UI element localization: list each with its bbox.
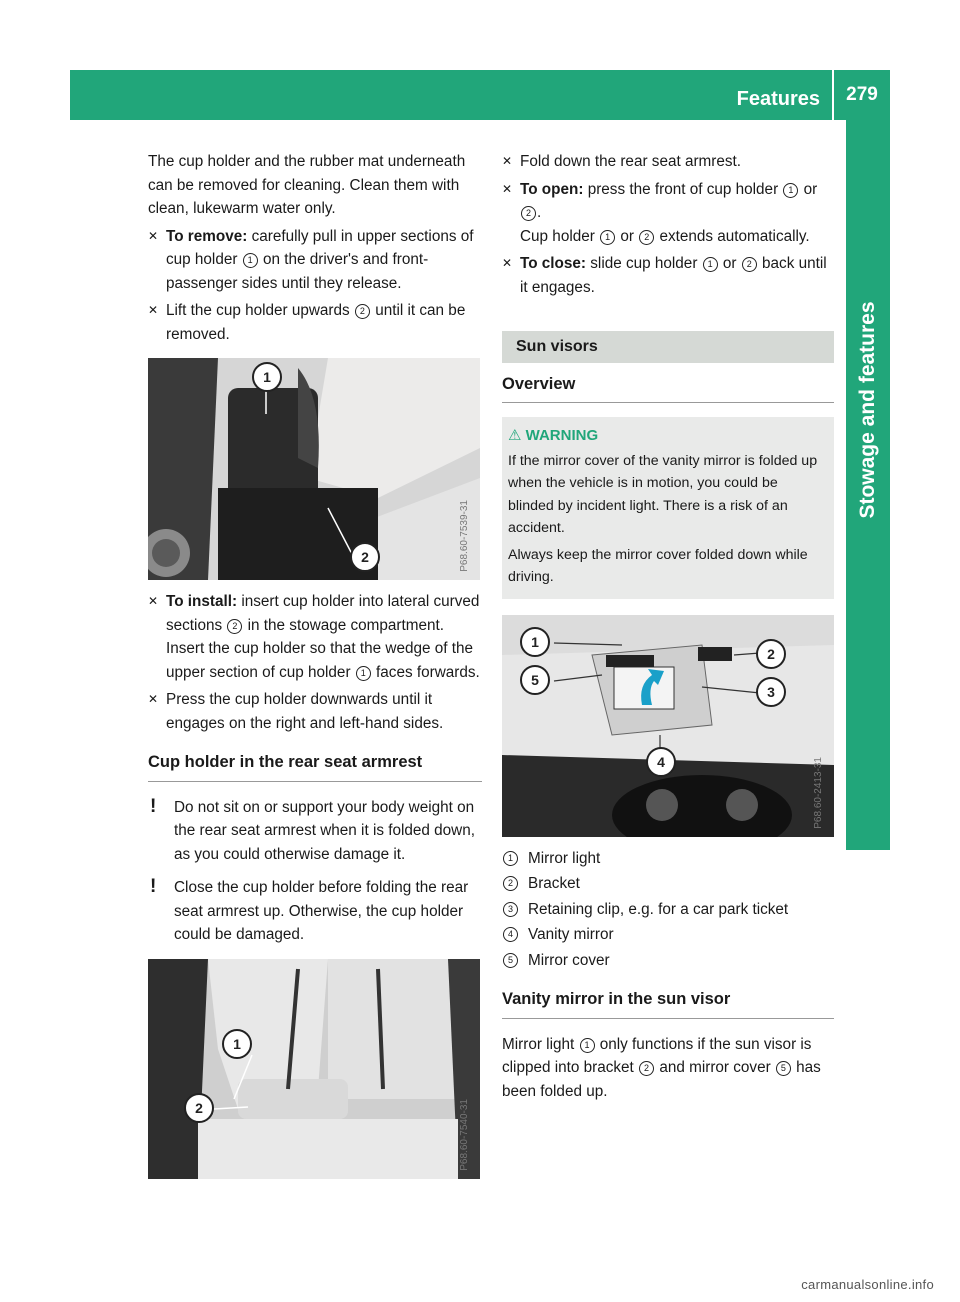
step-install: ✕ To install: insert cup holder into lateral curved sections 2 in the stowage compartment. Insert the cup holder so that the wedge of the upper section of cup holder 1 faces forwards. (148, 590, 482, 684)
image-callout-5: 5 (520, 665, 550, 695)
page-number: 279 (846, 84, 878, 105)
image-callout-2: 2 (350, 542, 380, 572)
step-arrow-icon: ✕ (148, 303, 159, 317)
image-code: P68.60-7540-31 (458, 1098, 470, 1171)
intro-paragraph: The cup holder and the rubber mat underneath can be removed for cleaning. Clean them with clean, lukewarm water only. (148, 153, 466, 217)
legend-item-4: 4 Vanity mirror (502, 923, 834, 947)
legend-item-1: 1 Mirror light (502, 847, 834, 871)
image-callout-1: 1 (520, 627, 550, 657)
legend-item-5: 5 Mirror cover (502, 949, 834, 973)
side-tab-square (846, 806, 890, 850)
step-lift: ✕ Lift the cup holder upwards 2 until it can be removed. (148, 299, 482, 346)
warning-title: ⚠ WARNING (508, 427, 599, 444)
sun-visor-image (502, 615, 834, 837)
image-code: P68.60-2413-31 (812, 756, 824, 829)
caution-2: ! Close the cup holder before folding the rear seat armrest up. Otherwise, the cup holder could be damaged. (150, 876, 469, 943)
heading-vanity-mirror: Vanity mirror in the sun visor (502, 988, 834, 1019)
image-code: P68.60-7539-31 (458, 500, 470, 572)
callout-1-icon: 1 (783, 183, 798, 198)
legend-item-2: 2 Bracket (502, 872, 834, 896)
callout-2-icon: 2 (227, 619, 242, 634)
warning-triangle-icon: ⚠ (508, 427, 522, 444)
section-title: Features (736, 88, 820, 110)
image-callout-1: 1 (252, 362, 282, 392)
step-remove: ✕ To remove: carefully pull in upper sections of cup holder 1 on the driver's and front-passenger sides until they release. (148, 225, 482, 296)
cup-holder-image (148, 358, 480, 580)
rear-armrest-illustration (148, 959, 480, 1179)
callout-1-icon: 1 (580, 1038, 595, 1053)
left-column (148, 150, 482, 1179)
step-arrow-icon: ✕ (148, 594, 159, 608)
step-arrow-icon: ✕ (148, 692, 159, 706)
callout-2-icon: 2 (742, 257, 757, 272)
side-tab-label: Stowage and features (856, 301, 879, 519)
vanity-paragraph: Mirror light 1 only functions if the sun visor is clipped into bracket 2 and mirror cover 5 has been folded up. (502, 1035, 821, 1100)
step-close: ✕ To close: slide cup holder 1 or 2 back until it engages. (502, 252, 834, 299)
step-arrow-icon: ✕ (148, 228, 159, 243)
heading-overview: Overview (502, 373, 834, 404)
warning-text-2: Always keep the mirror cover folded down while driving. (508, 546, 808, 585)
step-open: ✕ To open: press the front of cup holder 1 or 2 . Cup holder 1 or 2 extends automatically. (502, 178, 834, 249)
section-bar-sun-visors: Sun visors (502, 331, 834, 363)
warning-box (502, 417, 834, 599)
callout-5-icon: 5 (776, 1061, 791, 1076)
image-callout-4: 4 (646, 747, 676, 777)
callout-1-icon: 1 (243, 253, 258, 268)
image-callout-2: 2 (184, 1093, 214, 1123)
image-callout-2: 2 (756, 639, 786, 669)
caution-1: ! Do not sit on or support your body weight on the rear seat armrest when it is folded down, as you could otherwise damage it. (150, 795, 475, 863)
callout-1-icon: 1 (356, 666, 371, 681)
footer-watermark: carmanualsonline.info (801, 1277, 934, 1292)
exclamation-icon: ! (150, 795, 157, 817)
image-callout-1: 1 (222, 1029, 252, 1059)
callout-2-icon: 2 (521, 206, 536, 221)
right-column (502, 150, 834, 1107)
exclamation-icon: ! (150, 876, 157, 897)
cup-holder-illustration (148, 358, 480, 580)
side-tab (846, 120, 890, 806)
rear-armrest-image (148, 959, 480, 1179)
callout-2-icon: 2 (639, 230, 654, 245)
legend-item-3: 3 Retaining clip, e.g. for a car park ticket (502, 898, 834, 922)
callout-2-icon: 2 (639, 1061, 654, 1076)
image-callout-3: 3 (756, 677, 786, 707)
callout-1-icon: 1 (600, 230, 615, 245)
heading-rear-armrest: Cup holder in the rear seat armrest (148, 751, 482, 782)
step-arrow-icon: ✕ (502, 256, 513, 270)
step-arrow-icon: ✕ (502, 154, 513, 168)
step-fold: ✕ Fold down the rear seat armrest. (502, 150, 834, 174)
page-header (70, 70, 890, 120)
warning-text-1: If the mirror cover of the vanity mirror is folded up when the vehicle is in motion, you could be blinded by incident light. There is a risk of an accident. (508, 452, 818, 536)
callout-1-icon: 1 (703, 257, 718, 272)
step-press: ✕ Press the cup holder downwards until it engages on the right and left-hand sides. (148, 688, 482, 735)
step-arrow-icon: ✕ (502, 181, 513, 196)
callout-2-icon: 2 (355, 304, 370, 319)
